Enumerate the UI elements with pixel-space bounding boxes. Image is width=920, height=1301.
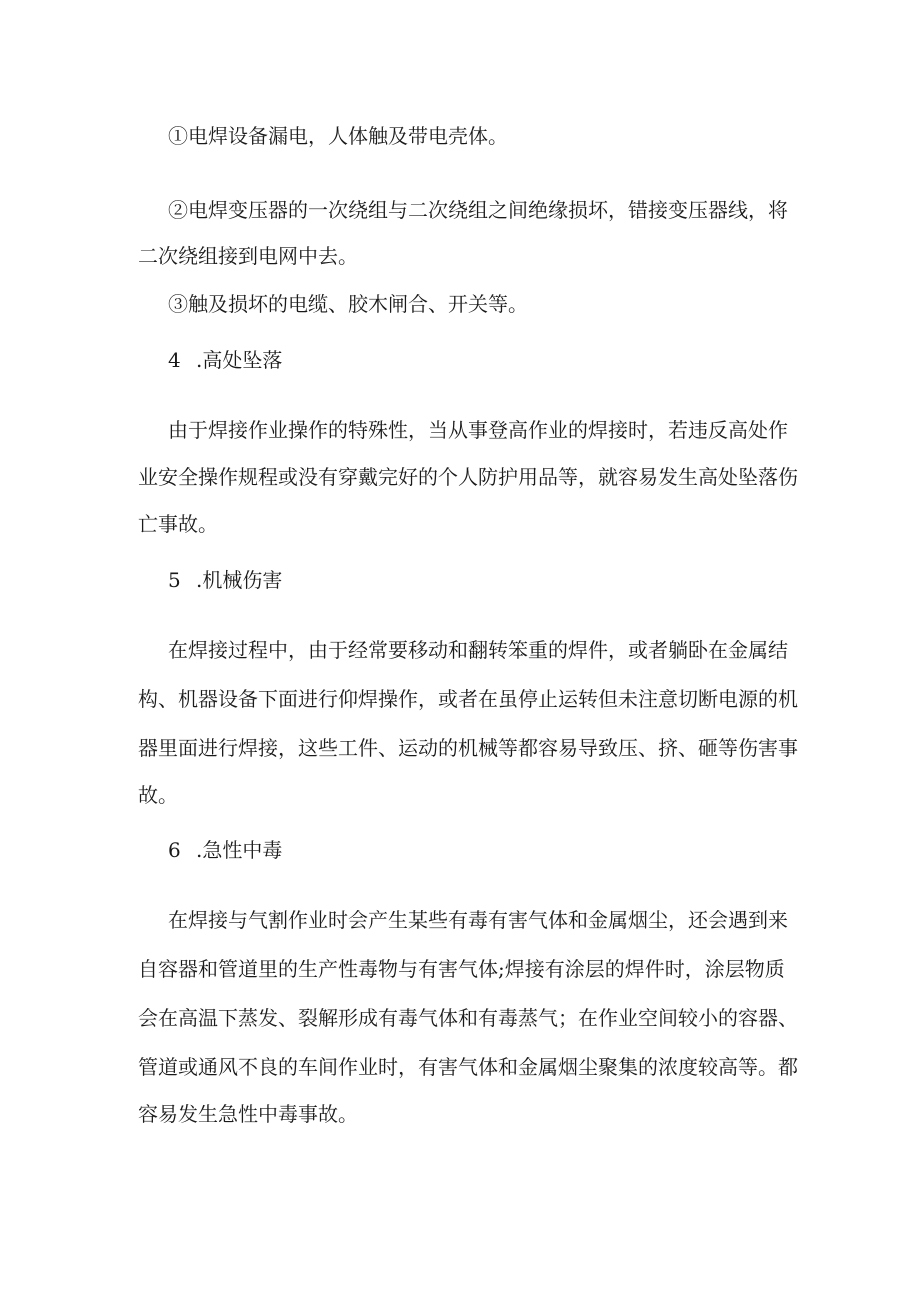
section-4-heading [168,348,920,372]
section-title: .急性中毒 [196,838,283,862]
list-item-2-line-1: ②电焊变压器的一次绕组与二次绕组之间绝缘损坏，错接变压器线，将 [168,198,788,222]
section-4-body-line-2: 业安全操作规程或没有穿戴完好的个人防护用品等，就容易发生高处坠落伤 [138,465,798,489]
section-6-body-line-2: 自容器和管道里的生产性毒物与有害气体;焊接有涂层的焊件时，涂层物质 [138,957,785,981]
list-item-1: ①电焊设备漏电，人体触及带电壳体。 [168,124,508,148]
section-4-body-line-3: 亡事故。 [138,512,218,536]
section-5-body-line-2: 构、机器设备下面进行仰焊操作，或者在虽停止运转但未注意切断电源的机 [138,687,798,711]
section-5-body-line-1: 在焊接过程中，由于经常要移动和翻转笨重的焊件，或者躺卧在金属结 [168,638,788,662]
section-title: .机械伤害 [196,568,283,592]
section-6-body-line-4: 管道或通风不良的车间作业时，有害气体和金属烟尘聚集的浓度较高等。都 [138,1055,798,1079]
section-number: 5 [168,568,181,592]
section-5-body-line-4: 故。 [138,783,178,807]
section-6-body-line-5: 容易发生急性中毒事故。 [138,1102,358,1126]
section-6-body-line-3: 会在高温下蒸发、裂解形成有毒气体和有毒蒸气；在作业空间较小的容器、 [138,1006,798,1030]
list-item-2-line-2: 二次绕组接到电网中去。 [138,244,358,268]
section-6-heading [168,838,920,862]
section-number: 6 [168,838,181,862]
section-6-body-line-1: 在焊接与气割作业时会产生某些有毒有害气体和金属烟尘，还会遇到来 [168,908,788,932]
section-4-body-line-1: 由于焊接作业操作的特殊性，当从事登高作业的焊接时，若违反高处作 [168,418,788,442]
section-5-body-line-3: 器里面进行焊接，这些工件、运动的机械等都容易导致压、挤、砸等伤害事 [138,736,798,760]
section-5-heading [168,568,920,592]
section-title: .高处坠落 [196,348,283,372]
list-item-3: ③触及损坏的电缆、胶木闸合、开关等。 [168,292,528,316]
section-number: 4 [168,348,181,372]
